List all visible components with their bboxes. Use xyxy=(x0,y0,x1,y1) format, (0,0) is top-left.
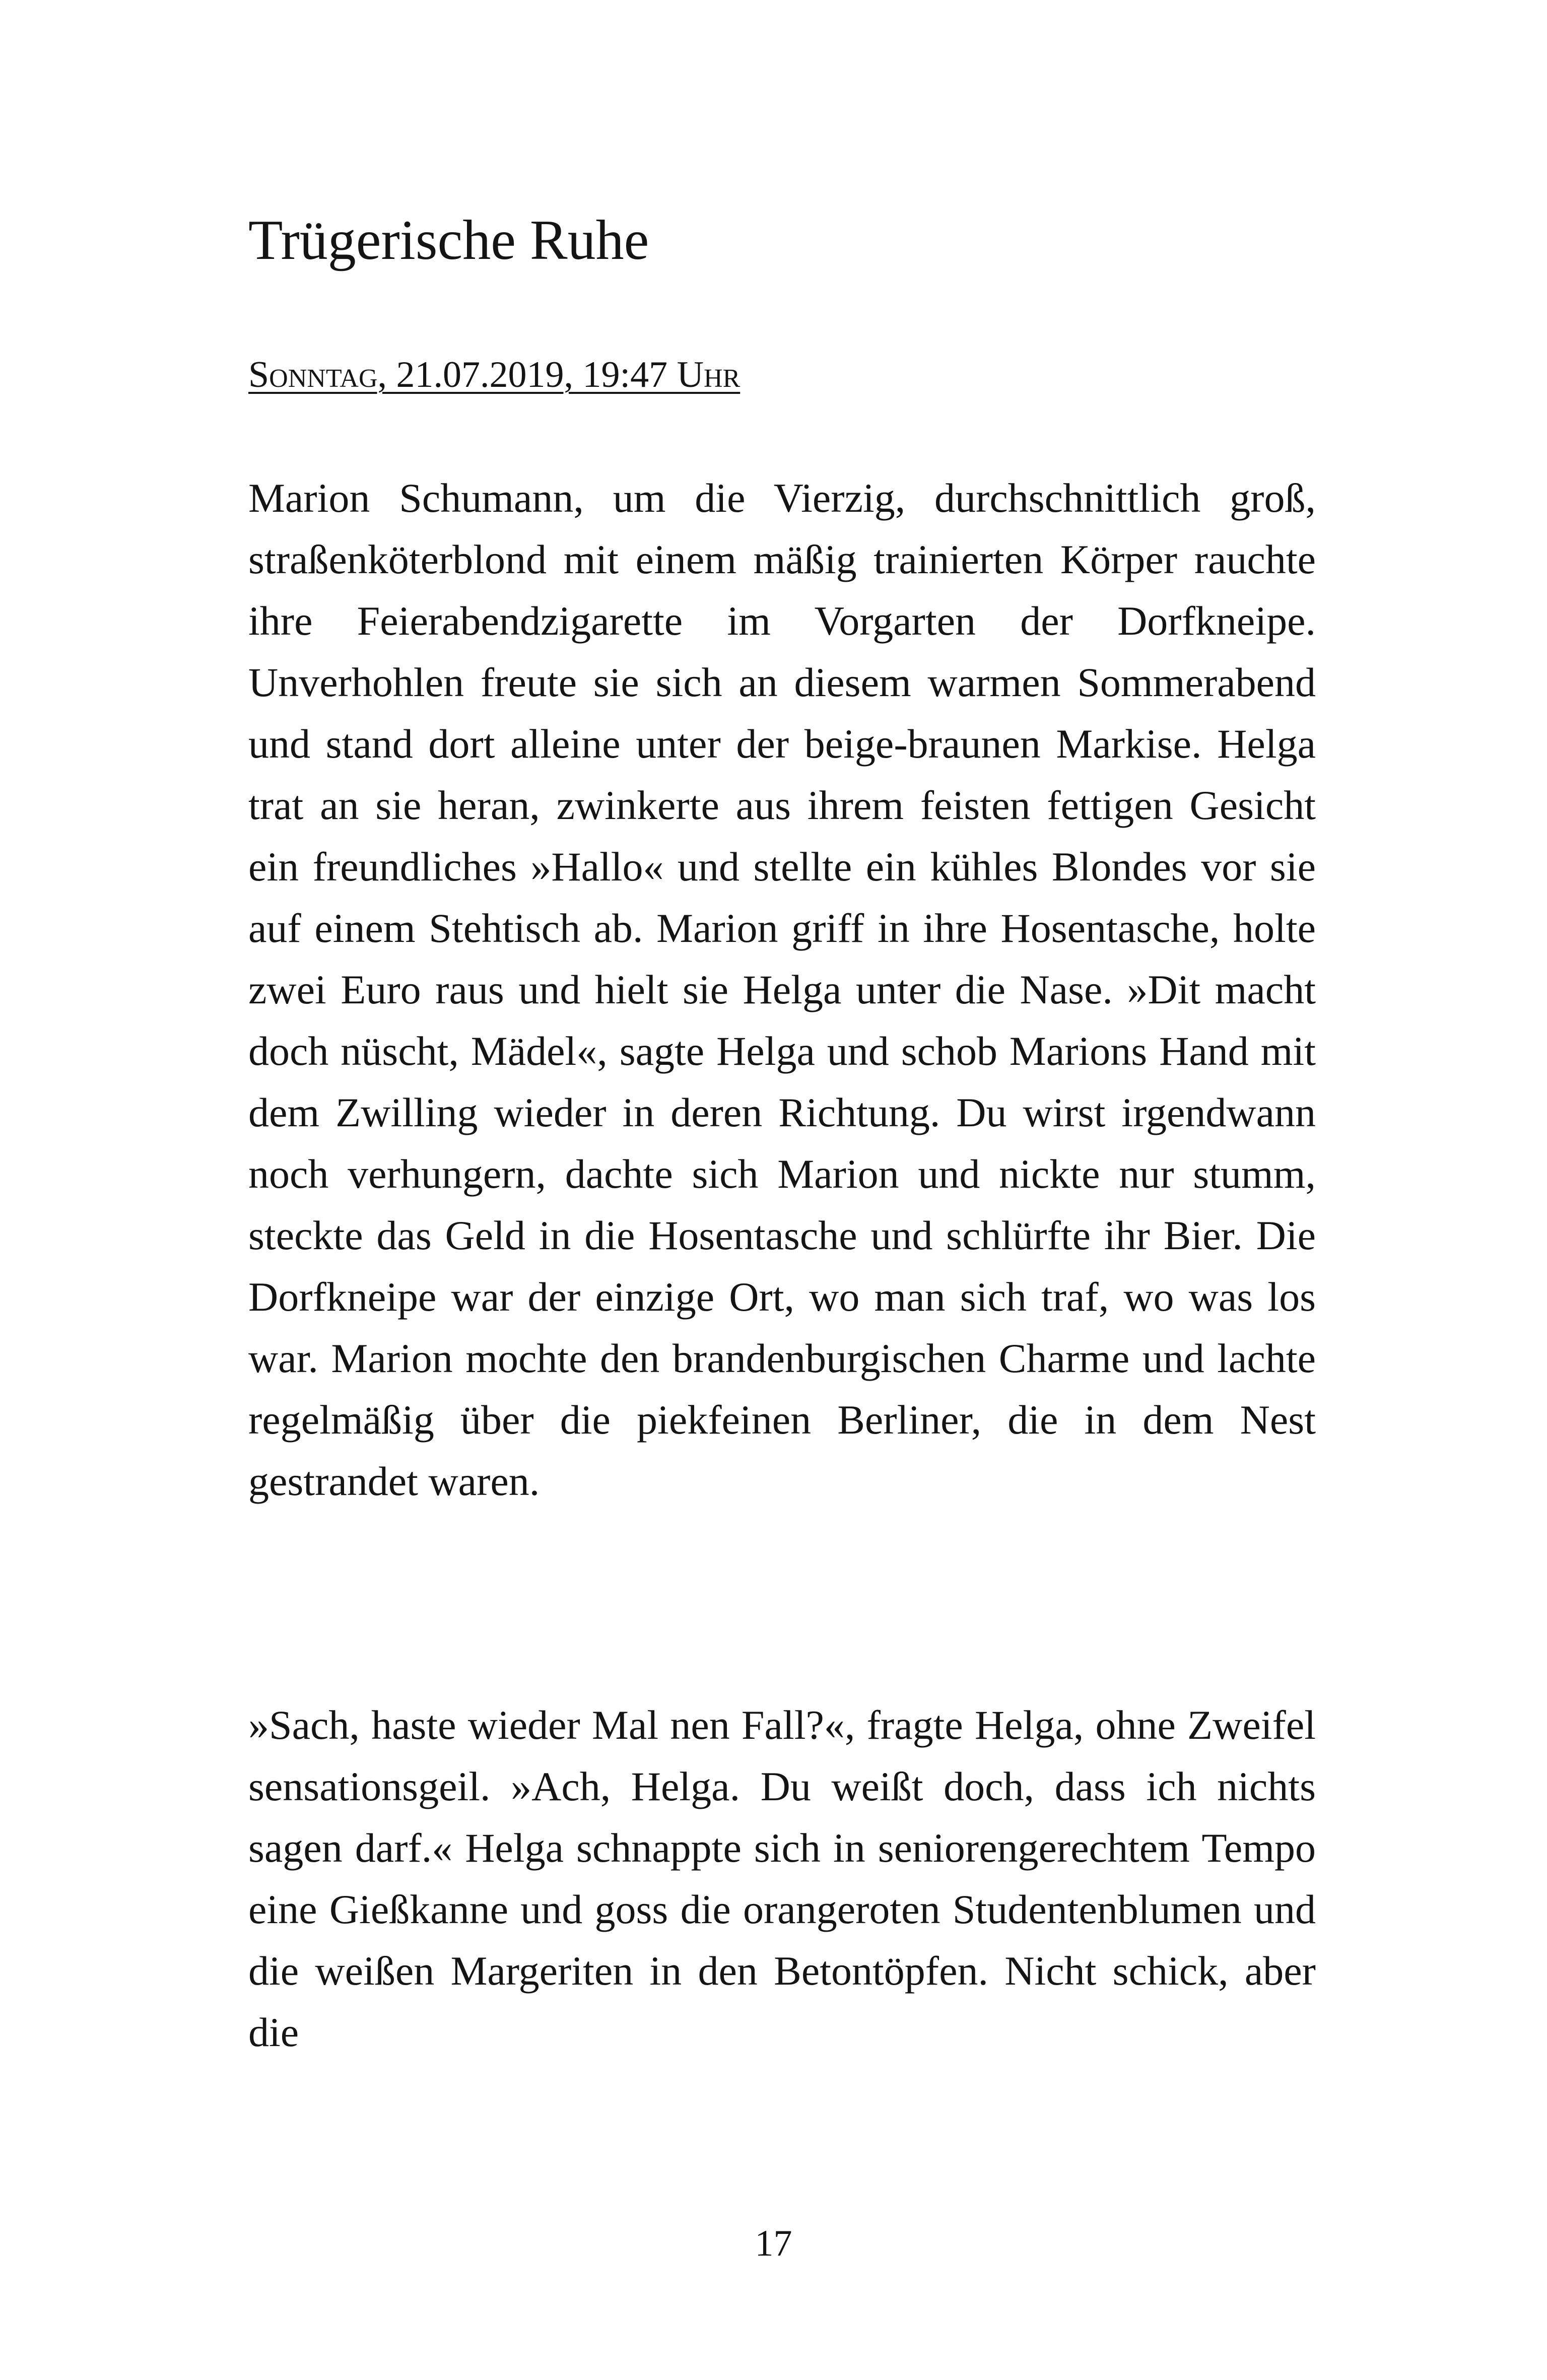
body-paragraph: »Sach, haste wieder Mal nen Fall?«, fragte Helga, ohne Zweifel sensationsgeil. »Ach, Helga. Du weißt doch, dass ich nichts sagen darf.« Helga schnappte sich in seniorengerechtem Tempo eine Gießkanne und goss die orangeroten Studentenblumen und die weißen Margeriten in den Betontöpfen. Nicht schick, aber die xyxy=(248,1702,1316,2055)
body-paragraph: Marion Schumann, um die Vierzig, durchschnittlich groß, straßenköterblond mit einem mäßig trainierten Körper rauchte ihre Feierabendzigarette im Vorgarten der Dorfkneipe. Unverhohlen freute sie sich an diesem warmen Sommerabend und stand dort alleine unter der beige-braunen Markise. Helga trat an sie heran, zwinkerte aus ihrem feisten fettigen Gesicht ein freundliches »Hallo« und stellte ein kühles Blondes vor sie auf einem Stehtisch ab. Marion griff in ihre Hosentasche, holte zwei Euro raus und hielt sie Helga unter die Nase. »Dit macht doch nüscht, Mädel«, sagte Helga und schob Marions Hand mit dem Zwilling wieder in deren Richtung. Du wirst irgendwann noch verhungern, dachte sich Marion und nickte nur stumm, steckte das Geld in die Hosentasche und schlürfte ihr Bier. Die Dorfkneipe war der einzige Ort, wo man sich traf, wo was los war. Marion mochte den brandenburgischen Charme und lachte regelmäßig über die piekfeinen Berliner, die in dem Nest gestrandet waren. xyxy=(248,475,1316,1504)
chapter-dateline: Sonntag, 21.07.2019, 19:47 Uhr xyxy=(248,354,741,395)
chapter-title: Trügerische Ruhe xyxy=(248,209,649,271)
page-number: 17 xyxy=(755,2223,792,2264)
